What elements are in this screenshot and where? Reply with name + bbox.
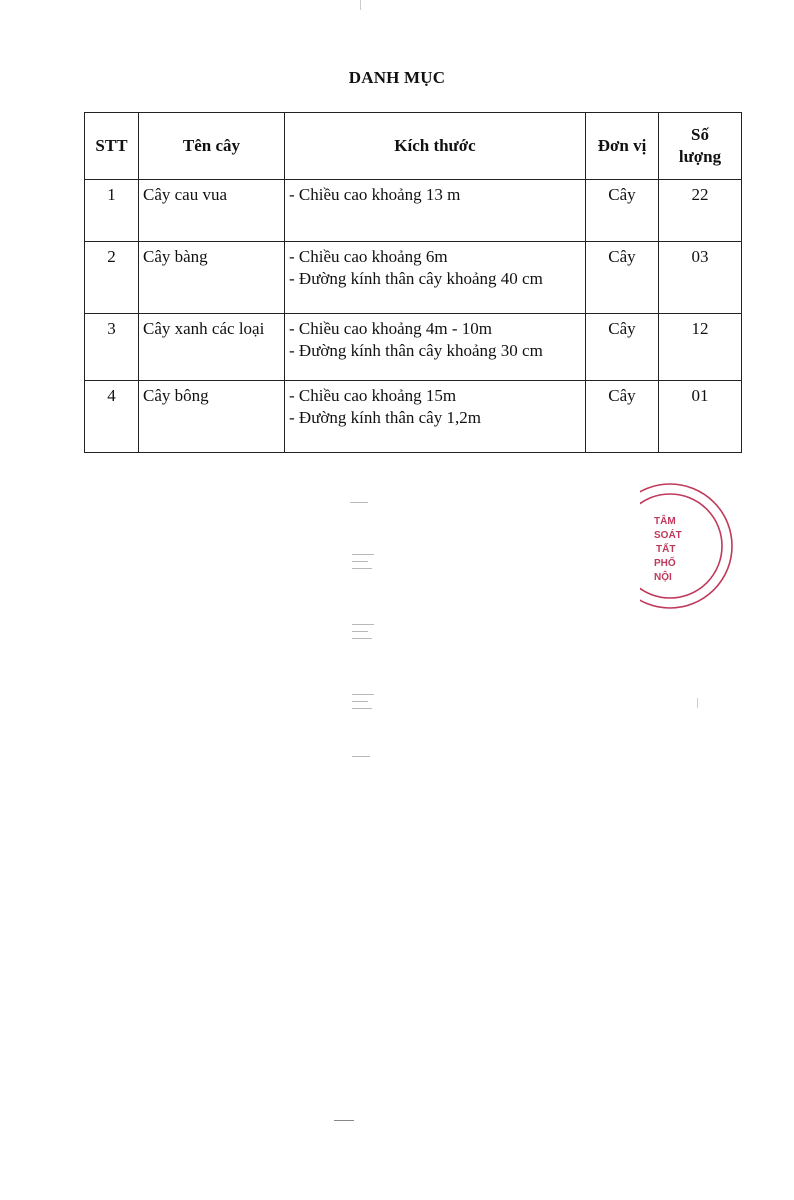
size-line: - Chiều cao khoảng 13 m [289, 185, 461, 204]
header-unit: Đơn vị [586, 113, 659, 180]
cell-name: Cây xanh các loại [139, 314, 285, 381]
scan-artifact [350, 496, 390, 536]
cell-size [285, 242, 586, 314]
size-line: - Đường kính thân cây khoảng 40 cm [289, 269, 543, 288]
cell-size [285, 381, 586, 453]
table-header-row [85, 113, 742, 180]
cell-qty: 22 [659, 180, 742, 242]
size-line: - Chiều cao khoảng 6m [289, 247, 448, 266]
cell-name: Cây cau vua [139, 180, 285, 242]
cell-name: Cây bông [139, 381, 285, 453]
cell-size [285, 314, 586, 381]
size-line: - Đường kính thân cây khoảng 30 cm [289, 341, 543, 360]
cell-qty: 12 [659, 314, 742, 381]
stamp-line: PHỐ [654, 558, 676, 569]
cell-unit: Cây [586, 381, 659, 453]
cell-unit: Cây [586, 314, 659, 381]
scan-artifact [352, 750, 392, 790]
cell-stt: 1 [85, 180, 139, 242]
cell-stt: 3 [85, 314, 139, 381]
stamp-seal-icon [640, 474, 748, 614]
tree-list-table [84, 112, 742, 453]
header-qty-line2: lượng [678, 147, 722, 166]
cell-unit: Cây [586, 242, 659, 314]
header-qty [659, 113, 742, 180]
document-title: DANH MỤC [348, 68, 446, 87]
scan-artifact [360, 0, 361, 10]
header-stt: STT [85, 113, 139, 180]
cell-unit: Cây [586, 180, 659, 242]
scan-artifact [352, 618, 392, 658]
cell-stt: 4 [85, 381, 139, 453]
stamp-line: SOÁT [654, 530, 682, 541]
scan-artifact [334, 1114, 374, 1154]
cell-qty: 01 [659, 381, 742, 453]
stamp-line: TẤT [656, 544, 676, 555]
header-qty-line1: Số [691, 125, 709, 144]
table-row [85, 314, 742, 381]
scan-artifact [352, 548, 392, 588]
scan-artifact [352, 688, 392, 728]
cell-qty: 03 [659, 242, 742, 314]
official-stamp [640, 474, 748, 614]
table-row [85, 180, 742, 242]
stamp-line: TÂM [654, 516, 676, 527]
header-name: Tên cây [139, 113, 285, 180]
table-row [85, 242, 742, 314]
scan-artifact [697, 698, 698, 708]
cell-name: Cây bàng [139, 242, 285, 314]
size-line: - Chiều cao khoảng 4m - 10m [289, 319, 493, 338]
cell-stt: 2 [85, 242, 139, 314]
header-size: Kích thước [285, 113, 586, 180]
size-line: - Đường kính thân cây 1,2m [289, 408, 481, 427]
stamp-line: NỘI [654, 572, 672, 583]
table-row [85, 381, 742, 453]
cell-size [285, 180, 586, 242]
size-line: - Chiều cao khoảng 15m [289, 386, 457, 405]
